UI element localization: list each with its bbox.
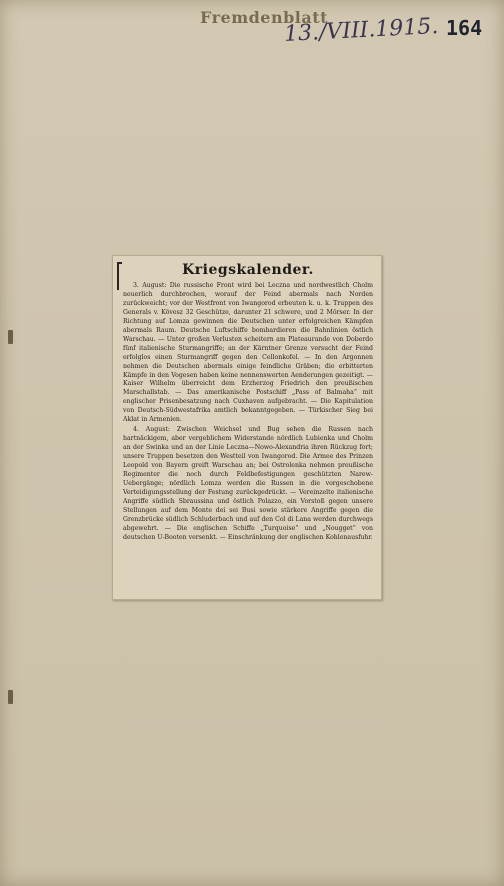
bracket-mark: [117, 262, 122, 290]
binding-mark: [8, 330, 13, 344]
binding-mark: [8, 690, 13, 704]
sheet-header: [200, 6, 500, 46]
newspaper-name-stamp: Fremdenblatt: [200, 8, 329, 27]
newspaper-clipping: [112, 255, 382, 600]
page-number: 164: [446, 16, 483, 40]
handwritten-date: 13./VIII.1915.: [283, 13, 439, 48]
article-title: Kriegskalender.: [182, 262, 314, 278]
article-paragraph: 4. August: Zwischen Weichsel und Bug sehen die Russen nach hartnäckigem, aber vergeblichem Widerstande nördlich Lubienka und Cholm an der Swinka und an der Linie Leczna—Nowo-Alexandria ihren Rückzug fort; unsere Truppen besetzen den Westteil von Iwangorod. Die Armee des Prinzen Leopold von Bayern greift Warschau an; bei Ostrolenka nehmen preußische Regimenter die noch durch Feldbefestigungen geschützten Narew-Uebergänge; nördlich Lomza werden die Russen in die vorgeschobene Verteidigungsstellung der Festung zurückgedrückt. — Vereinzelte italienische Angriffe südlich Sbraussina und östlich Polazzo, ein Vorstoß gegen unsere Stellungen auf dem Monte dei sei Busi sowie stärkere Angriffe gegen die Grenzbrücke südlich Schluderbach und auf den Col di Lana werden durchwegs abgewehrt. — Die englischen Schiffe „Turquoise“ und „Nougget“ von deutschen U-Booten versenkt. — Einschränkung der englischen Kohlenausfuhr.: [123, 426, 373, 541]
article-paragraph: 3. August: Die russische Front wird bei Leczna und nordwestlich Cholm neuerlich durchbrochen, worauf der Feind abermals nach Norden zurückweicht; vor der Westfront von Iwangorod erbeuten k. u. k. Truppen des Generals v. Kövesz 32 Geschütze, darunter 21 schwere, und 2 Mörser. In der Richtung auf Lomza gewinnen die Deutschen unter erfolgreichen Kämpfen abermals Raum. Deutsche Luftschiffe bombardieren die Bahnlinien östlich Warschau. — Unter großen Verlusten scheitern am Plateaurande von Doberdo fünf italienische Sturmangriffe; an der Kärntner Grenze versucht der Feind erfolglos einen Sturmangriff gegen den Cellonkofel. — In den Argonnen nehmen die Deutschen abermals einige feindliche Gräben; die erbitterten Kämpfe in den Vogesen haben keine nennenswerten Aenderungen gezeitigt. — Kaiser Wilhelm überreicht dem Erzherzog Friedrich den preußischen Marschallstab. — Das amerikanische Postschiff „Pass of Balmaha“ mit englischer Prisenbesatzung nach Cuxhaven aufgebracht. — Die Kapitulation von Deutsch-Südwestafrika amtlich bekanntgegeben. — Türkischer Sieg bei Aklat in Armenien.: [123, 282, 373, 424]
